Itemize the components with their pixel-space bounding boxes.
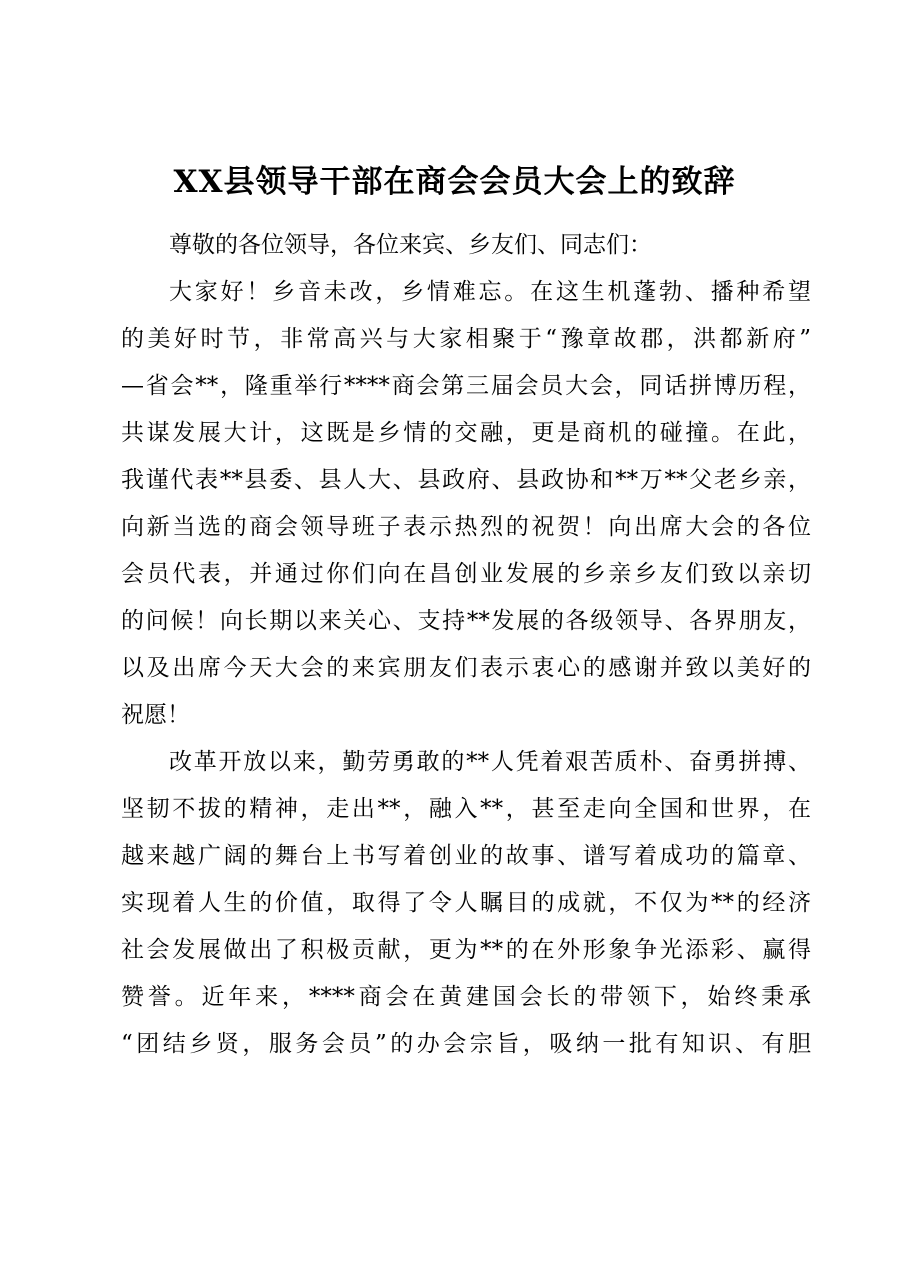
paragraph-2-line: 坚韧不拔的精神，走出**，融入**，甚至走向全国和世界，在 [121, 796, 811, 822]
page-title: XX县领导干部在商会会员大会上的致辞 [173, 164, 736, 200]
paragraph-2-line: “团结乡贤，服务会员”的办会宗旨，吸纳一批有知识、有胆 [121, 1031, 811, 1057]
paragraph-1-line: 共谋发展大计，这既是乡情的交融，更是商机的碰撞。在此， [121, 420, 811, 446]
paragraph-2-line: 社会发展做出了积极贡献，更为**的在外形象争光添彩、赢得 [121, 937, 811, 963]
paragraph-1-line: 以及出席今天大会的来宾朋友们表示衷心的感谢并致以美好的 [121, 655, 811, 681]
paragraph-1-line: 的问候！向长期以来关心、支持**发展的各级领导、各界朋友， [121, 608, 811, 634]
paragraph-1-line: 大家好！乡音未改，乡情难忘。在这生机蓬勃、播种希望 [169, 279, 811, 305]
document-body [121, 222, 811, 1068]
paragraph-2-line: 改革开放以来，勤劳勇敢的**人凭着艰苦质朴、奋勇拼搏、 [169, 749, 811, 775]
paragraph-2-line: 赞誉。近年来，****商会在黄建国会长的带领下，始终秉承 [121, 984, 811, 1010]
paragraph-1-line: 向新当选的商会领导班子表示热烈的祝贺！向出席大会的各位 [121, 514, 811, 540]
paragraph-1-line: 祝愿！ [121, 702, 190, 728]
paragraph-2-line: 越来越广阔的舞台上书写着创业的故事、谱写着成功的篇章、 [121, 843, 811, 869]
paragraph-1-line: 我谨代表**县委、县人大、县政府、县政协和**万**父老乡亲， [121, 467, 811, 493]
paragraph-1-line: 的美好时节，非常高兴与大家相聚于“豫章故郡，洪都新府” [121, 326, 811, 352]
paragraph-1-line: —省会**，隆重举行****商会第三届会员大会，同话拼博历程， [121, 373, 811, 399]
paragraph-1-line: 会员代表，并通过你们向在昌创业发展的乡亲乡友们致以亲切 [121, 561, 811, 587]
paragraph-2-line: 实现着人生的价值，取得了令人瞩目的成就，不仅为**的经济 [121, 890, 811, 916]
salutation-line: 尊敬的各位领导，各位来宾、乡友们、同志们： [169, 232, 652, 258]
